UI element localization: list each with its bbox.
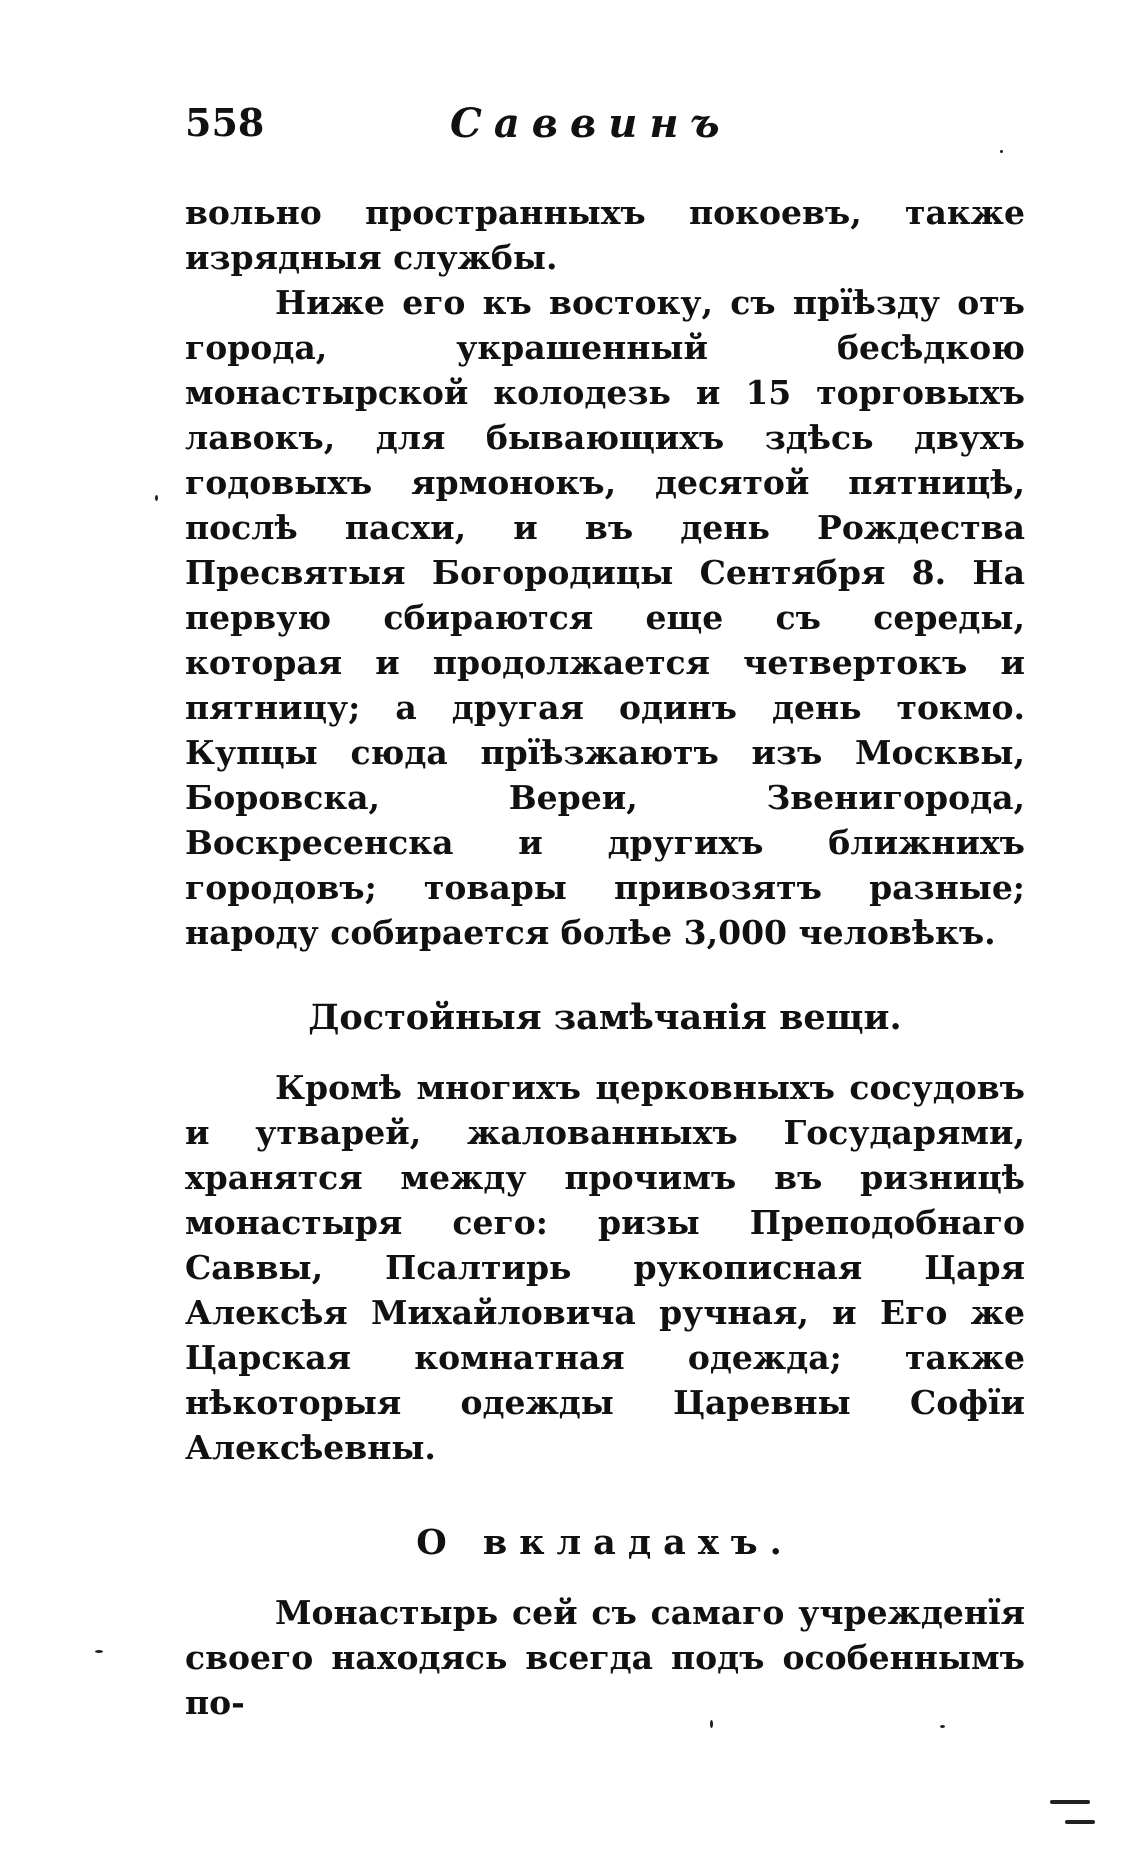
scan-speck — [1000, 150, 1003, 153]
paragraph-continuation: вольно пространныхъ покоевъ, также изрядныя службы. — [185, 193, 1025, 277]
page-header — [185, 100, 1025, 160]
scan-speck — [1050, 1800, 1090, 1804]
scan-speck — [1065, 1820, 1095, 1824]
scan-speck — [155, 495, 158, 501]
paragraph-fairs: Ниже его къ востоку, съ прїѣзду отъ города, украшенный бесѣдкою монастырской колодезь и 15 торговыхъ лавокъ, для бывающихъ здѣсь двухъ годовыхъ ярмонокъ, десятой пятницѣ, послѣ пасхи, и въ день Рождества Пресвятыя Богородицы Сентября 8. На первую сбираются еще съ середы, которая и продолжается четвертокъ и пятницу; а другая одинъ день токмо. Купцы сюда прїѣзжаютъ изъ Москвы, Боровска, Вереи, Звенигорода, Воскресенска и другихъ ближнихъ городовъ; товары привозятъ разные; народу собирается болѣе 3,000 человѣкъ. — [185, 283, 1025, 952]
section-heading-contributions: О вкладахъ. — [416, 1522, 794, 1563]
section-heading-notable-items: Достойныя замѣчанія вещи. — [308, 997, 902, 1038]
page-body — [185, 190, 1025, 1725]
paragraph-notable-items: Кромѣ многихъ церковныхъ сосудовъ и утварей, жалованныхъ Государями, хранятся между прочимъ въ ризницѣ монастыря сего: ризы Преподобнаго Саввы, Псалтирь рукописная Царя Алексѣя Михайловича ручная, и Его же Царская комнатная одежда; также нѣкоторыя одежды Царевны Софїи Алексѣевны. — [185, 1068, 1025, 1467]
scan-speck — [940, 1725, 945, 1728]
paragraph-contributions: Монастырь сей съ самаго учрежденїя своего находясь всегда подъ особеннымъ по- — [185, 1593, 1025, 1722]
scan-speck — [710, 1720, 713, 1728]
scan-speck — [95, 1650, 103, 1653]
page-number: 558 — [185, 100, 265, 145]
running-title: Саввинъ — [450, 100, 732, 147]
